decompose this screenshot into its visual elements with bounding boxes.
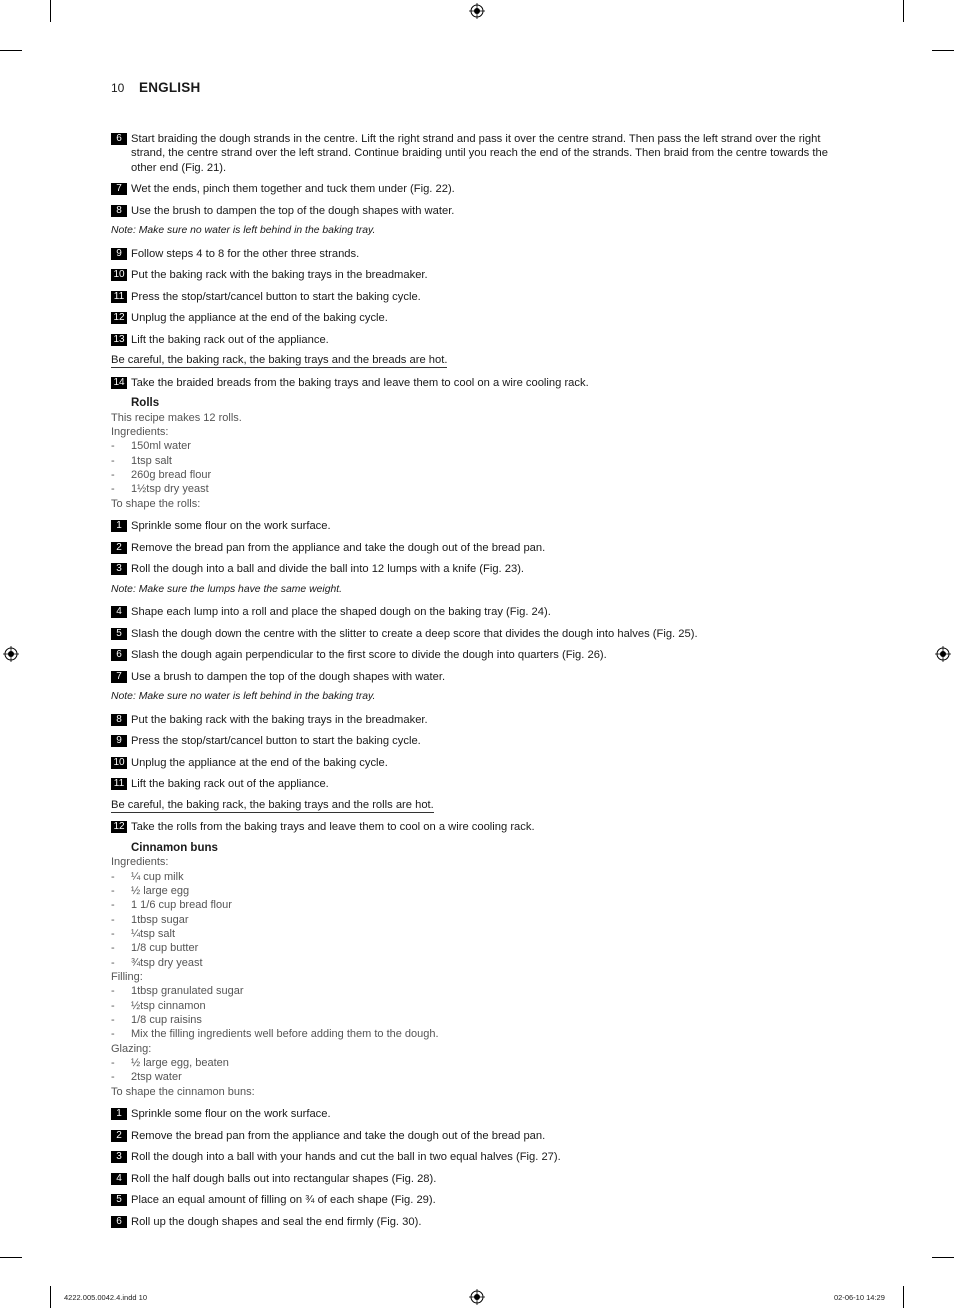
language-heading: ENGLISH (139, 80, 201, 95)
step-item (111, 713, 841, 727)
list-dash: - (111, 469, 115, 481)
crop-mark (932, 50, 954, 51)
list-dash: - (111, 1014, 115, 1026)
step-item (111, 777, 841, 791)
crop-mark (0, 50, 22, 51)
ingredient-text: ½tsp cinnamon (131, 1000, 206, 1012)
step-item (111, 648, 841, 662)
ingredient-text: 1 1/6 cup bread flour (131, 899, 232, 911)
step-item (111, 756, 841, 770)
registration-crosshair-icon (3, 646, 19, 662)
list-dash: - (111, 928, 115, 940)
shape-label: To shape the cinnamon buns: (111, 1086, 255, 1098)
step-number: 5 (111, 628, 127, 640)
step-text: Start braiding the dough strands in the centre. Lift the right strand and pass it over the centre strand. Then pass the left strand over the right strand, the centre strand over the left strand. Continue braiding until you reach the end of the strands. Then braid from the centre towards the other end (Fig. 21). (131, 133, 828, 174)
step-number: 6 (111, 1216, 127, 1228)
list-dash: - (111, 985, 115, 997)
footer-date: 02-06-10 14:29 (834, 1293, 885, 1302)
list-dash: - (111, 899, 115, 911)
list-dash: - (111, 1028, 115, 1040)
step-number: 10 (111, 269, 127, 281)
step-item (111, 376, 841, 390)
list-dash: - (111, 885, 115, 897)
step-number: 4 (111, 606, 127, 618)
step-number: 11 (111, 291, 127, 303)
step-item (111, 670, 841, 684)
step-item (111, 605, 841, 619)
step-text: Put the baking rack with the baking trays in the breadmaker. (131, 714, 428, 726)
step-item (111, 1172, 841, 1186)
section-heading-rolls: Rolls (131, 397, 160, 409)
warning-text: Be careful, the baking rack, the baking trays and the rolls are hot. (111, 799, 434, 811)
step-text: Remove the bread pan from the appliance and take the dough out of the bread pan. (131, 542, 546, 554)
step-text: Roll up the dough shapes and seal the end firmly (Fig. 30). (131, 1216, 422, 1228)
ingredient-text: 150ml water (131, 440, 191, 452)
ingredient-text: ¼ cup milk (131, 871, 184, 883)
crop-mark (0, 1257, 22, 1258)
step-text: Roll the half dough balls out into rectangular shapes (Fig. 28). (131, 1173, 437, 1185)
ingredient-text: 1/8 cup butter (131, 942, 199, 954)
ingredient-text: 1½tsp dry yeast (131, 483, 209, 495)
step-number: 6 (111, 649, 127, 661)
step-number: 2 (111, 1130, 127, 1142)
list-dash: - (111, 483, 115, 495)
step-text: Sprinkle some flour on the work surface. (131, 1108, 331, 1120)
list-dash: - (111, 871, 115, 883)
step-item (111, 562, 841, 576)
crop-mark (903, 0, 904, 22)
step-number: 9 (111, 735, 127, 747)
step-item (111, 132, 841, 175)
step-item (111, 268, 841, 282)
step-number: 7 (111, 671, 127, 683)
step-text: Press the stop/start/cancel button to start the baking cycle. (131, 291, 421, 303)
ingredient-text: 2tsp water (131, 1071, 182, 1083)
step-item (111, 541, 841, 555)
list-dash: - (111, 1057, 115, 1069)
list-dash: - (111, 1071, 115, 1083)
shape-label: To shape the rolls: (111, 498, 201, 510)
ingredient-text: ½ large egg, beaten (131, 1057, 229, 1069)
step-item (111, 627, 841, 641)
step-item (111, 734, 841, 748)
step-item (111, 1193, 841, 1207)
ingredient-text: 260g bread flour (131, 469, 212, 481)
step-text: Wet the ends, pinch them together and tuck them under (Fig. 22). (131, 183, 455, 195)
step-item (111, 247, 841, 261)
step-text: Put the baking rack with the baking trays in the breadmaker. (131, 269, 428, 281)
step-number: 12 (111, 821, 127, 833)
step-item (111, 290, 841, 304)
step-text: Lift the baking rack out of the appliance. (131, 334, 329, 346)
ingredient-text: ¾tsp dry yeast (131, 957, 203, 969)
step-text: Follow steps 4 to 8 for the other three strands. (131, 248, 360, 260)
step-number: 4 (111, 1173, 127, 1185)
step-number: 14 (111, 377, 127, 389)
step-text: Sprinkle some flour on the work surface. (131, 520, 331, 532)
list-dash: - (111, 957, 115, 969)
step-number: 11 (111, 778, 127, 790)
step-number: 1 (111, 1108, 127, 1120)
step-text: Roll the dough into a ball and divide the ball into 12 lumps with a knife (Fig. 23). (131, 563, 525, 575)
registration-crosshair-icon (469, 1289, 485, 1305)
step-text: Unplug the appliance at the end of the baking cycle. (131, 757, 388, 769)
registration-crosshair-icon (469, 3, 485, 19)
step-item (111, 1150, 841, 1164)
step-number: 9 (111, 248, 127, 260)
step-text: Take the rolls from the baking trays and leave them to cool on a wire cooling rack. (131, 821, 535, 833)
crop-mark (50, 1286, 51, 1308)
step-number: 12 (111, 312, 127, 324)
step-text: Remove the bread pan from the appliance and take the dough out of the bread pan. (131, 1130, 546, 1142)
filling-label: Filling: (111, 971, 143, 983)
section-heading-cinnamon-buns: Cinnamon buns (131, 842, 218, 854)
step-text: Take the braided breads from the baking trays and leave them to cool on a wire cooling rack. (131, 377, 589, 389)
list-dash: - (111, 455, 115, 467)
ingredient-text: ½ large egg (131, 885, 190, 897)
ingredient-text: Mix the filling ingredients well before adding them to the dough. (131, 1028, 439, 1040)
page-number: 10 (111, 81, 125, 95)
step-item (111, 1129, 841, 1143)
step-number: 8 (111, 205, 127, 217)
ingredient-text: 1tsp salt (131, 455, 172, 467)
step-text: Press the stop/start/cancel button to start the baking cycle. (131, 735, 421, 747)
step-text: Slash the dough again perpendicular to the first score to divide the dough into quarters (Fig. 26). (131, 649, 607, 661)
list-dash: - (111, 942, 115, 954)
warning-text: Be careful, the baking rack, the baking trays and the breads are hot. (111, 354, 448, 366)
step-item (111, 1107, 841, 1121)
step-text: Use a brush to dampen the top of the dough shapes with water. (131, 671, 446, 683)
step-number: 8 (111, 714, 127, 726)
list-dash: - (111, 914, 115, 926)
list-dash: - (111, 440, 115, 452)
registration-crosshair-icon (935, 646, 951, 662)
step-number: 1 (111, 520, 127, 532)
step-number: 7 (111, 183, 127, 195)
step-number: 10 (111, 757, 127, 769)
crop-mark (932, 1257, 954, 1258)
step-item (111, 519, 841, 533)
step-text: Roll the dough into a ball with your hands and cut the ball in two equal halves (Fig. 27). (131, 1151, 561, 1163)
ingredient-text: 1/8 cup raisins (131, 1014, 202, 1026)
step-number: 3 (111, 1151, 127, 1163)
step-number: 3 (111, 563, 127, 575)
step-text: Use the brush to dampen the top of the dough shapes with water. (131, 205, 455, 217)
note-text: Note: Make sure the lumps have the same weight. (111, 584, 343, 595)
list-dash: - (111, 1000, 115, 1012)
footer-file-name: 4222.005.0042.4.indd 10 (64, 1293, 147, 1302)
note-text: Note: Make sure no water is left behind in the baking tray. (111, 691, 376, 702)
step-item (111, 311, 841, 325)
crop-mark (903, 1286, 904, 1308)
ingredient-text: 1tbsp sugar (131, 914, 189, 926)
step-number: 5 (111, 1194, 127, 1206)
ingredients-label: Ingredients: (111, 856, 169, 868)
step-item (111, 182, 841, 196)
step-text: Lift the baking rack out of the appliance. (131, 778, 329, 790)
step-number: 13 (111, 334, 127, 346)
step-item (111, 204, 841, 218)
step-item (111, 1215, 841, 1229)
glazing-label: Glazing: (111, 1043, 152, 1055)
step-text: Unplug the appliance at the end of the baking cycle. (131, 312, 388, 324)
crop-mark (50, 0, 51, 22)
note-text: Note: Make sure no water is left behind in the baking tray. (111, 225, 376, 236)
ingredient-text: 1tbsp granulated sugar (131, 985, 244, 997)
step-number: 6 (111, 133, 127, 145)
recipe-intro: This recipe makes 12 rolls. (111, 412, 242, 424)
ingredients-label: Ingredients: (111, 426, 169, 438)
step-item (111, 820, 841, 834)
step-number: 2 (111, 542, 127, 554)
step-item (111, 333, 841, 347)
step-text: Slash the dough down the centre with the slitter to create a deep score that divides the dough into halves (Fig. 25). (131, 628, 698, 640)
step-text: Shape each lump into a roll and place the shaped dough on the baking tray (Fig. 24). (131, 606, 551, 618)
ingredient-text: ¼tsp salt (131, 928, 176, 940)
step-text: Place an equal amount of filling on ¾ of each shape (Fig. 29). (131, 1194, 436, 1206)
